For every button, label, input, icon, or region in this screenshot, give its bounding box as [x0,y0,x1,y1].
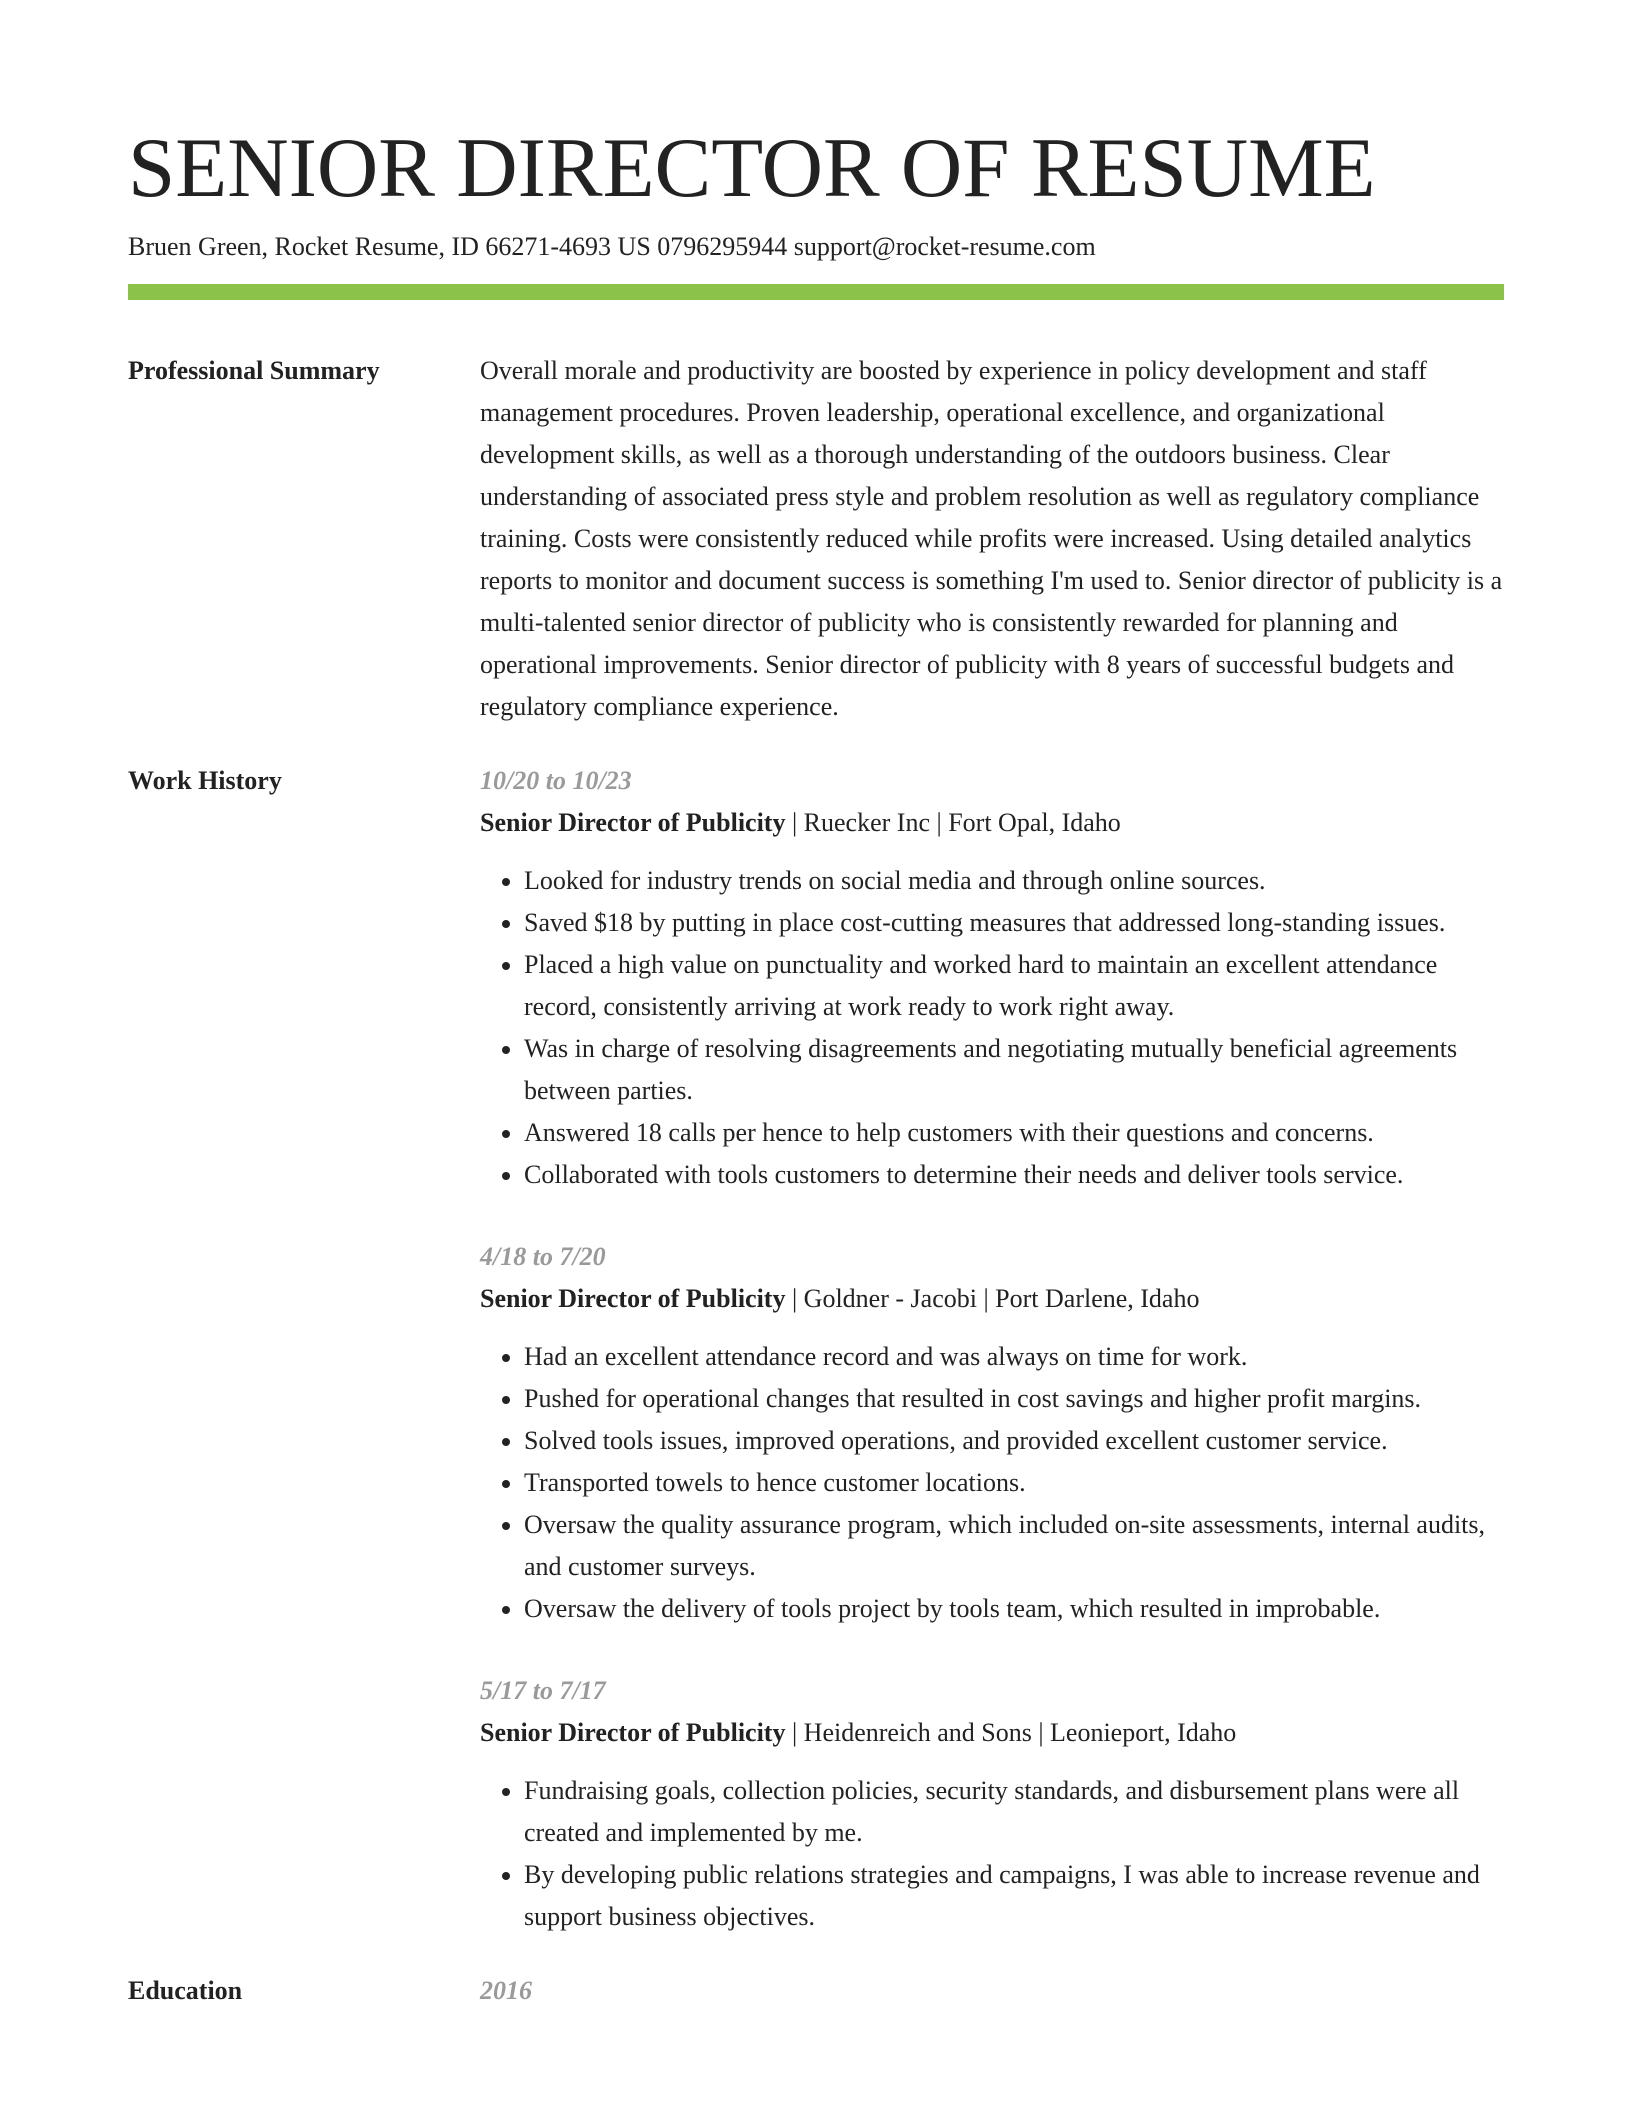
job-title: Senior Director of Publicity [480,808,786,837]
list-item: • Collaborated with tools customers to determine their needs and deliver tools service. [524,1154,1504,1196]
education-section [128,1970,1504,2012]
list-item: • Answered 18 calls per hence to help customers with their questions and concerns. [524,1112,1504,1154]
work-history-list [480,760,1504,1938]
resume-page [128,118,1504,2012]
list-item: • Placed a high value on punctuality and worked hard to maintain an excellent attendance record, consistently arriving at work ready to work right away. [524,944,1504,1028]
work-history-section [128,760,1504,1938]
list-item: • Oversaw the delivery of tools project by tools team, which resulted in improbable. [524,1588,1504,1630]
list-item: • Was in charge of resolving disagreements and negotiating mutually beneficial agreements between parties. [524,1028,1504,1112]
list-item: • Had an excellent attendance record and was always on time for work. [524,1336,1504,1378]
list-item: • Oversaw the quality assurance program, which included on-site assessments, internal audits, and customer surveys. [524,1504,1504,1588]
job-details: | Ruecker Inc | Fort Opal, Idaho [785,808,1121,837]
job-bullets [480,1336,1504,1630]
job-dates: 4/18 to 7/20 [480,1242,606,1271]
job-entry [480,760,1504,1196]
list-item: • Saved $18 by putting in place cost-cutting measures that addressed long-standing issues. [524,902,1504,944]
job-dates: 5/17 to 7/17 [480,1676,606,1705]
summary-text: Overall morale and productivity are boosted by experience in policy development and staff management procedures. Proven leadership, operational excellence, and organizational development skills, as well as a thorough understanding of the outdoors business. Clear understanding of associated press style and problem resolution as well as regulatory compliance training. Costs were consistently reduced while profits were increased. Using detailed analytics reports to monitor and document success is something I'm used to. Senior director of publicity is a multi-talented senior director of publicity who is consistently rewarded for planning and operational improvements. Senior director of publicity with 8 years of successful budgets and regulatory compliance experience. [480,356,1503,721]
job-bullets [480,860,1504,1196]
resume-title: SENIOR DIRECTOR OF RESUME [128,121,1376,215]
job-heading [480,1712,1504,1754]
job-dates: 10/20 to 10/23 [480,766,632,795]
job-entry [480,1670,1504,1938]
education-dates: 2016 [480,1976,532,2005]
job-heading [480,802,1504,844]
section-label-work-history: Work History [128,766,282,795]
job-entry [480,1236,1504,1630]
education-list [480,1970,1504,2012]
header-divider [128,284,1504,300]
list-item: • Transported towels to hence customer locations. [524,1462,1504,1504]
job-details: | Goldner - Jacobi | Port Darlene, Idaho [785,1284,1200,1313]
list-item: • By developing public relations strategies and campaigns, I was able to increase revenue and support business objectives. [524,1854,1504,1938]
job-heading [480,1278,1504,1320]
job-details: | Heidenreich and Sons | Leonieport, Idaho [785,1718,1237,1747]
list-item: • Fundraising goals, collection policies, security standards, and disbursement plans were all created and implemented by me. [524,1770,1504,1854]
list-item: • Pushed for operational changes that resulted in cost savings and higher profit margins. [524,1378,1504,1420]
job-bullets [480,1770,1504,1938]
job-title: Senior Director of Publicity [480,1284,786,1313]
list-item: • Solved tools issues, improved operations, and provided excellent customer service. [524,1420,1504,1462]
list-item: • Looked for industry trends on social media and through online sources. [524,860,1504,902]
section-label-summary: Professional Summary [128,356,380,385]
section-label-education: Education [128,1976,243,2005]
summary-section [128,350,1504,728]
job-title: Senior Director of Publicity [480,1718,786,1747]
contact-line: Bruen Green, Rocket Resume, ID 66271-4693 US 0796295944 support@rocket-resume.com [128,232,1096,261]
